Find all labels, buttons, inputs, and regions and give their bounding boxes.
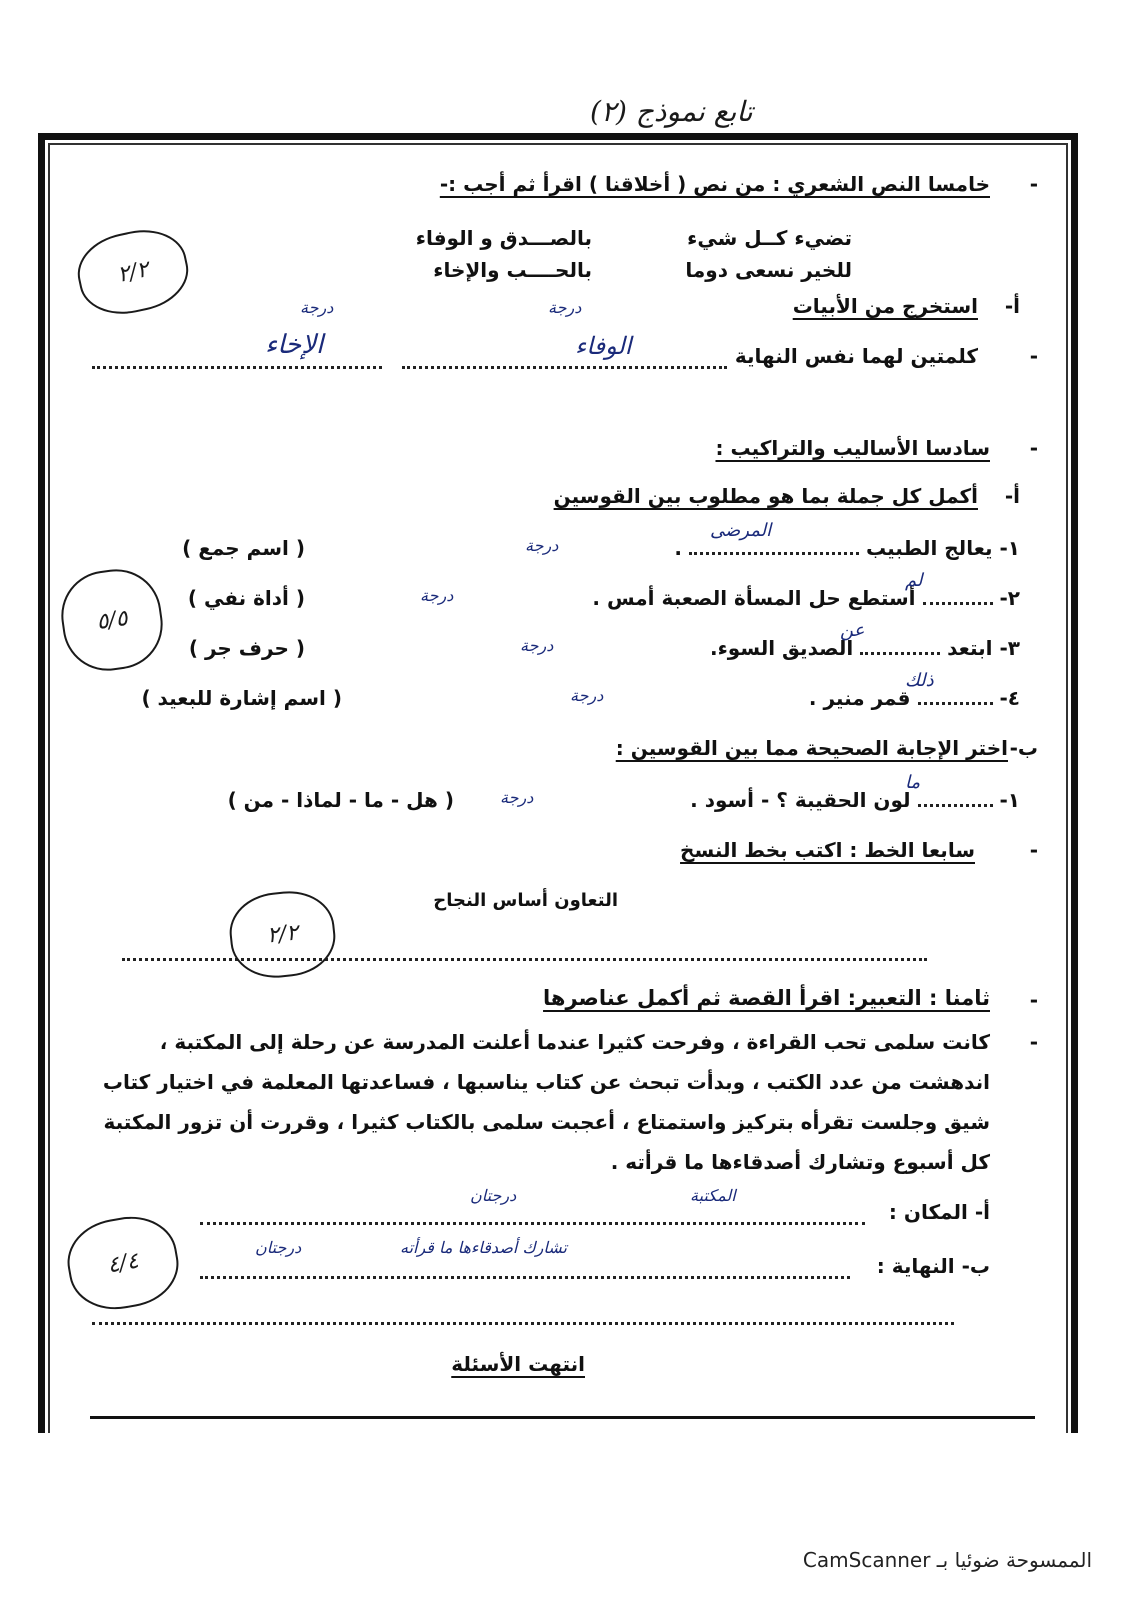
header-handwritten-label: تابع نموذج (٢) (590, 95, 753, 128)
handwritten-mark: درجة (548, 298, 582, 317)
bullet-dash: - (1029, 838, 1038, 862)
hint-2: ( أداة نفي ) (187, 586, 305, 610)
grade-value: ٢/٢ (115, 256, 151, 288)
story-line-3: شيق وجلست تقرأه بتركيز واستمتاع ، أعجبت سلمى بالكتاب كثيرا ، وقررت أن تزور المكتبة (103, 1110, 990, 1134)
part-a-label: أ- (1004, 484, 1020, 508)
story-line-2: اندهشت من عدد الكتب ، وبدأت تبحث عن كتاب يناسبها ، فساعدتها المعلمة في اختيار كتاب (102, 1070, 990, 1094)
choice-options: ( هل - ما - لماذا - من ) (227, 788, 454, 812)
handwritten-mark: درجة (570, 686, 604, 705)
handwritten-mark: درجتان (255, 1238, 302, 1257)
bullet-dash: - (1029, 172, 1038, 196)
item-1: ١- يعالج الطبيب . (674, 536, 1020, 560)
hint-4: ( اسم إشارة للبعيد ) (141, 686, 342, 710)
hint-3: ( حرف جر ) (188, 636, 305, 660)
part-a-title: أكمل كل جملة بما هو مطلوب بين القوسين (553, 484, 978, 508)
bullet-dash: - (1029, 988, 1038, 1012)
camscanner-watermark: الممسوحة ضوئيا بـ CamScanner (802, 1548, 1092, 1572)
item-4: ٤- قمر منير . (808, 686, 1020, 710)
part-b-label: ب- (1009, 736, 1038, 760)
answer-blank-1[interactable] (402, 366, 727, 369)
section5-title: خامسا النص الشعري : من نص ( أخلاقنا ) اقرأ ثم أجب :- (439, 172, 990, 196)
ending-blank-2[interactable] (92, 1322, 954, 1325)
item-2: ٢- أستطع حل المسأة الصعبة أمس . (592, 586, 1020, 610)
answer-blank[interactable] (918, 702, 993, 705)
poem-line2-right: للخير نسعى دوما (685, 258, 852, 282)
answer-blank[interactable] (689, 552, 859, 555)
story-line-4: كل أسبوع وتشارك أصدقاءها ما قرأته . (610, 1150, 990, 1174)
handwritten-answer: ذلك (905, 670, 934, 691)
poem-line2-left: بالحــــب والإخاء (433, 258, 592, 282)
ending-label: ب- النهاية : (876, 1254, 990, 1278)
ending-blank[interactable] (200, 1276, 850, 1279)
handwritten-mark: درجة (500, 788, 534, 807)
calligraphy-phrase: التعاون أساس النجاح (433, 890, 618, 911)
handwritten-answer: لم (905, 570, 923, 591)
section7-title: سابعا الخط : اكتب بخط النسخ (680, 838, 975, 862)
handwritten-mark: درجتان (470, 1186, 517, 1205)
answer-blank[interactable] (860, 652, 940, 655)
section8-title: ثامنا : التعبير: اقرأ القصة ثم أكمل عناصرها (543, 986, 990, 1010)
answer-blank[interactable] (918, 804, 993, 807)
bullet-dash: - (1029, 436, 1038, 460)
handwritten-answer: المكتبة (690, 1186, 736, 1205)
handwritten-mark: درجة (525, 536, 559, 555)
story-line-1: كانت سلمى تحب القراءة ، وفرحت كثيرا عندما أعلنت المدرسة عن رحلة إلى المكتبة ، (159, 1030, 990, 1054)
handwritten-mark: درجة (300, 298, 334, 317)
part-a-title: استخرج من الأبيات (792, 294, 978, 318)
grade-value: ٢/٢ (265, 920, 300, 949)
bullet-dash: - (1029, 1030, 1038, 1054)
handwritten-mark: درجة (520, 636, 554, 655)
handwritten-answer: المرضى (710, 520, 772, 541)
end-of-questions: انتهت الأسئلة (451, 1352, 585, 1376)
bullet-dash: - (1029, 344, 1038, 368)
hint-1: ( اسم جمع ) (182, 536, 305, 560)
handwritten-mark: درجة (420, 586, 454, 605)
handwritten-answer: عن (840, 620, 865, 641)
poem-line1-left: بالصـــدق و الوفاء (415, 226, 592, 250)
handwritten-answer-1: الوفاء (575, 332, 632, 360)
place-label: أ- المكان : (888, 1200, 990, 1224)
answer-blank-2[interactable] (92, 366, 382, 369)
section6-title: سادسا الأساليب والتراكيب : (715, 436, 990, 460)
part-a-label: أ- (1004, 294, 1020, 318)
grade-value: ٥/٥ (94, 605, 130, 635)
place-blank[interactable] (200, 1222, 865, 1225)
handwritten-answer: ما (905, 772, 921, 793)
item-3: ٣- ابتعد الصديق السوء. (709, 636, 1020, 660)
answer-blank[interactable] (923, 602, 993, 605)
grade-value: ٤/٤ (105, 1247, 141, 1279)
page-bottom-line (90, 1416, 1035, 1419)
choice-item: ١- لون الحقيبة ؟ - أسود . (690, 788, 1020, 812)
handwritten-answer-2: الإخاء (265, 330, 324, 360)
question-text: كلمتين لهما نفس النهاية (734, 344, 978, 368)
part-b-title: اختر الإجابة الصحيحة مما بين القوسين : (615, 736, 1008, 760)
poem-line1-right: تضيء كــل شيء (687, 226, 852, 250)
handwritten-answer: تشارك أصدقاءها ما قرأته (400, 1238, 567, 1257)
